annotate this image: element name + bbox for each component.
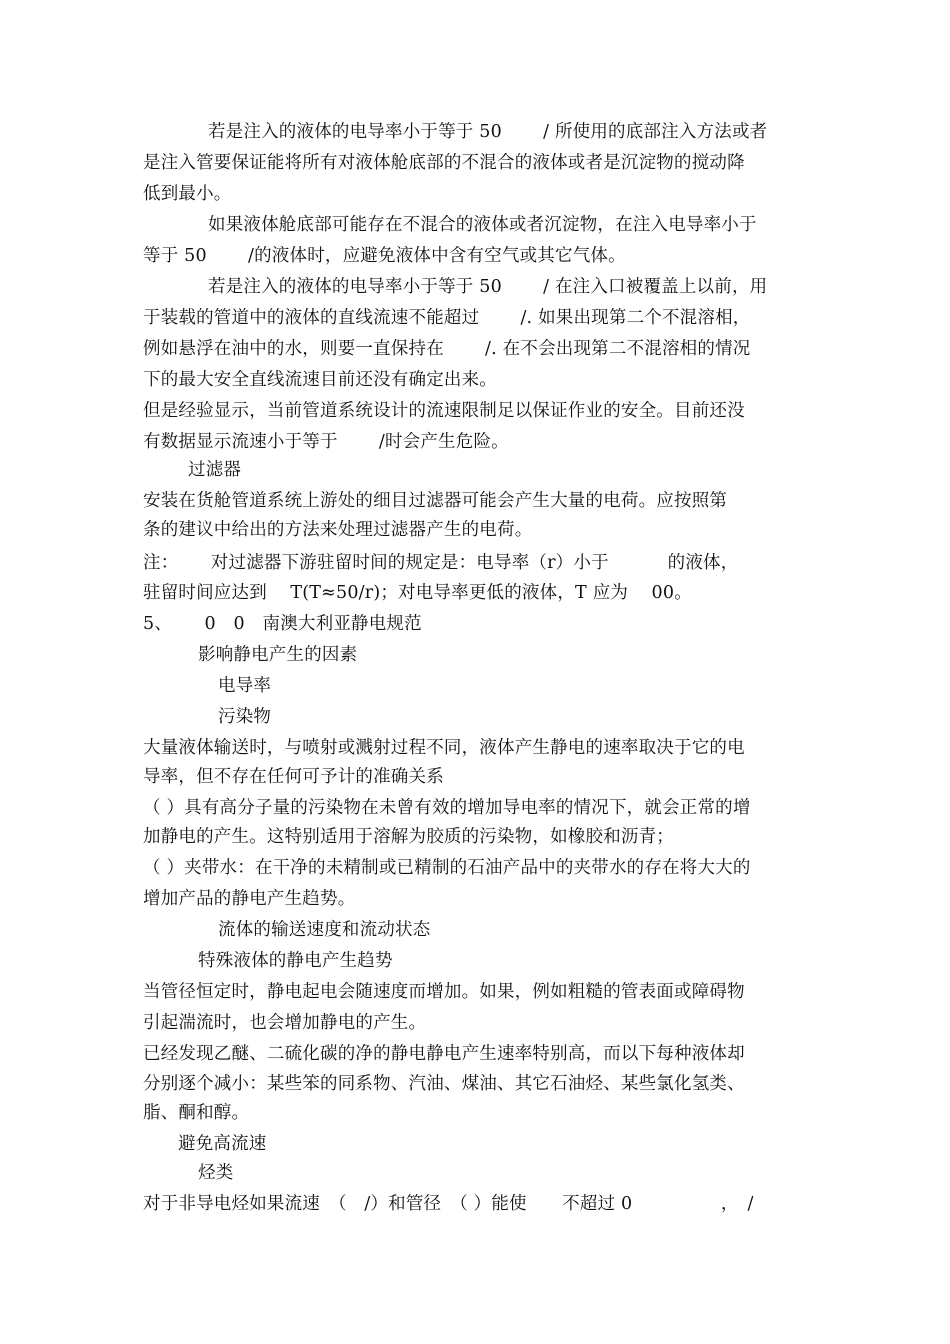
text-line: 大量液体输送时，与喷射或溅射过程不同，液体产生静电的速率取决于它的电 [143,738,745,758]
subsection-heading: 电导率 [218,676,272,696]
text-line: 条的建议中给出的方法来处理过滤器产生的电荷。 [143,520,533,540]
section-heading: 5、 0 0 南澳大利亚静电规范 [143,614,422,634]
text-line: 分别逐个减小：某些笨的同系物、汽油、煤油、其它石油烃、某些氯化氢类、 [143,1074,745,1094]
text-line: 导率，但不存在任何可予计的准确关系 [143,767,444,787]
subsection-heading: 特殊液体的静电产生趋势 [198,951,393,971]
text-line: 有数据显示流速小于等于 /时会产生危险。 [143,432,509,452]
list-item: （ ）具有高分子量的污染物在未曾有效的增加导电率的情况下，就会正常的增 [143,798,751,818]
subsection-heading: 流体的输送速度和流动状态 [218,920,431,940]
text-line: 脂、酮和醇。 [143,1103,250,1123]
text-line: 对于非导电烃如果流速 （ /）和管径 （ ）能使 不超过 0 ， / [143,1194,754,1214]
section-heading: 过滤器 [188,460,242,480]
text-line: 低到最小。 [143,184,232,204]
note-line: 注： 对过滤器下游驻留时间的规定是：电导率（r）小于 的液体， [143,553,739,573]
subsection-heading: 污染物 [218,707,272,727]
text-line: 加静电的产生。这特别适用于溶解为胶质的污染物，如橡胶和沥青； [143,827,674,847]
text-line: 安装在货舱管道系统上游处的细目过滤器可能会产生大量的电荷。应按照第 [143,491,728,511]
text-line: 是注入管要保证能将所有对液体舱底部的不混合的液体或者是沉淀物的搅动降 [143,153,745,173]
text-line: 下的最大安全直线流速目前还没有确定出来。 [143,370,497,390]
text-line: 例如悬浮在油中的水，则要一直保持在 /. 在不会出现第二不混溶相的情况 [143,339,751,359]
section-heading: 影响静电产生的因素 [198,645,358,665]
text-line: 增加产品的静电产生趋势。 [143,889,356,909]
text-line: 于装载的管道中的液体的直线流速不能超过 /. 如果出现第二个不混溶相， [143,308,751,328]
text-line: 当管径恒定时，静电起电会随速度而增加。如果，例如粗糙的管表面或障碍物 [143,982,745,1002]
text-line: 如果液体舱底部可能存在不混合的液体或者沉淀物，在注入电导率小于 [208,215,757,235]
text-line: 驻留时间应达到 T(T≈50/r)；对电导率更低的液体，T 应为 00。 [143,583,692,603]
text-line: 已经发现乙醚、二硫化碳的净的静电静电产生速率特别高，而以下每种液体却 [143,1044,745,1064]
text-line: 等于 50 /的液体时，应避免液体中含有空气或其它气体。 [143,246,626,266]
text-line: 引起湍流时，也会增加静电的产生。 [143,1013,427,1033]
text-line: 若是注入的液体的电导率小于等于 50 / 在注入口被覆盖上以前，用 [208,277,768,297]
text-line: 但是经验显示，当前管道系统设计的流速限制足以保证作业的安全。目前还没 [143,401,745,421]
subsection-heading: 烃类 [198,1163,234,1183]
list-item: （ ）夹带水：在干净的未精制或已精制的石油产品中的夹带水的存在将大大的 [143,858,751,878]
section-heading: 避免高流速 [178,1134,267,1154]
text-line: 若是注入的液体的电导率小于等于 50 / 所使用的底部注入方法或者 [208,122,768,142]
